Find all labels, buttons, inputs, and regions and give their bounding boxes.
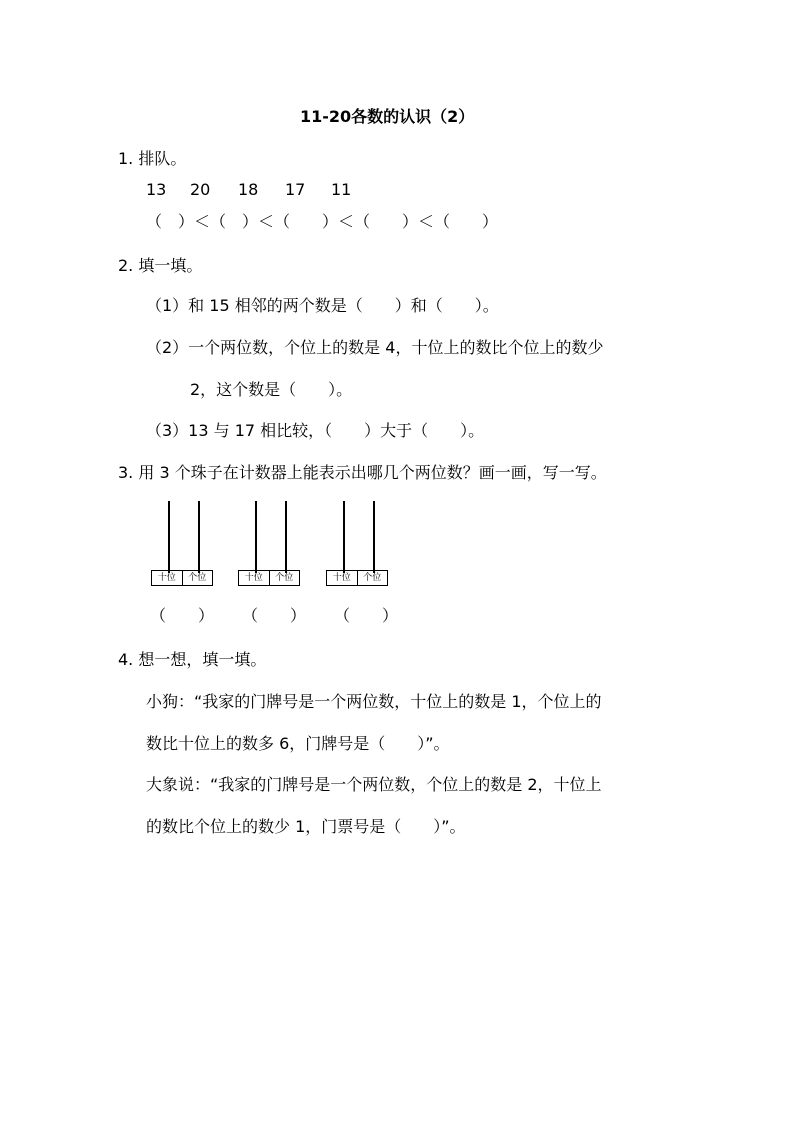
abacus-1[interactable]	[151, 501, 213, 591]
ones-label: 个位	[269, 571, 300, 585]
question-4-heading: 4. 想一想，填一填。	[118, 650, 267, 669]
ones-label: 个位	[357, 571, 388, 585]
q4-dog-line-2[interactable]: 数比十位上的数多 6，门牌号是（ ）”。	[146, 734, 450, 753]
tens-label: 十位	[244, 573, 263, 583]
abacus-base	[326, 570, 388, 586]
tens-label: 十位	[157, 573, 176, 583]
abacus-1-answer[interactable]: （ ）	[150, 606, 215, 625]
q4-elephant-line-2[interactable]: 的数比个位上的数少 1，门票号是（ ）”。	[146, 817, 466, 836]
q1-number: 13	[146, 180, 167, 199]
ones-label: 个位	[182, 571, 213, 585]
tens-rod[interactable]	[255, 501, 257, 573]
q1-number: 17	[285, 180, 306, 199]
question-1-heading: 1. 排队。	[118, 149, 187, 168]
abacus-2[interactable]	[238, 501, 300, 591]
q1-order-blanks[interactable]: （ ）＜（ ）＜（ ）＜（ ）＜（ ）	[146, 212, 499, 231]
ones-rod[interactable]	[198, 501, 200, 573]
q2-part-2-line-1: （2）一个两位数，个位上的数是 4，十位上的数比个位上的数少	[146, 338, 604, 357]
q2-part-3[interactable]: （3）13 与 17 相比较，（ ）大于（ ）。	[146, 421, 485, 440]
q1-number: 11	[331, 180, 352, 199]
tens-rod[interactable]	[168, 501, 170, 573]
ones-rod[interactable]	[285, 501, 287, 573]
q1-number: 18	[238, 180, 259, 199]
tens-label: 十位	[332, 573, 351, 583]
question-3-heading: 3. 用 3 个珠子在计数器上能表示出哪几个两位数？画一画，写一写。	[118, 463, 607, 482]
q1-number: 20	[190, 180, 211, 199]
abacus-2-answer[interactable]: （ ）	[242, 606, 307, 625]
abacus-base	[238, 570, 300, 586]
abacus-3-answer[interactable]: （ ）	[334, 606, 399, 625]
tens-rod[interactable]	[343, 501, 345, 573]
abacus-3[interactable]	[326, 501, 388, 591]
ones-rod[interactable]	[373, 501, 375, 573]
q2-part-1[interactable]: （1）和 15 相邻的两个数是（ ）和（ ）。	[146, 296, 499, 315]
q4-elephant-line-1: 大象说：“我家的门牌号是一个两位数，个位上的数是 2，十位上	[146, 775, 602, 794]
worksheet-title: 11-20各数的认识（2）	[300, 107, 475, 126]
question-2-heading: 2. 填一填。	[118, 256, 203, 275]
abacus-base	[151, 570, 213, 586]
q4-dog-line-1: 小狗：“我家的门牌号是一个两位数，十位上的数是 1，个位上的	[146, 692, 602, 711]
q2-part-2-line-2[interactable]: 2，这个数是（ ）。	[190, 380, 353, 399]
